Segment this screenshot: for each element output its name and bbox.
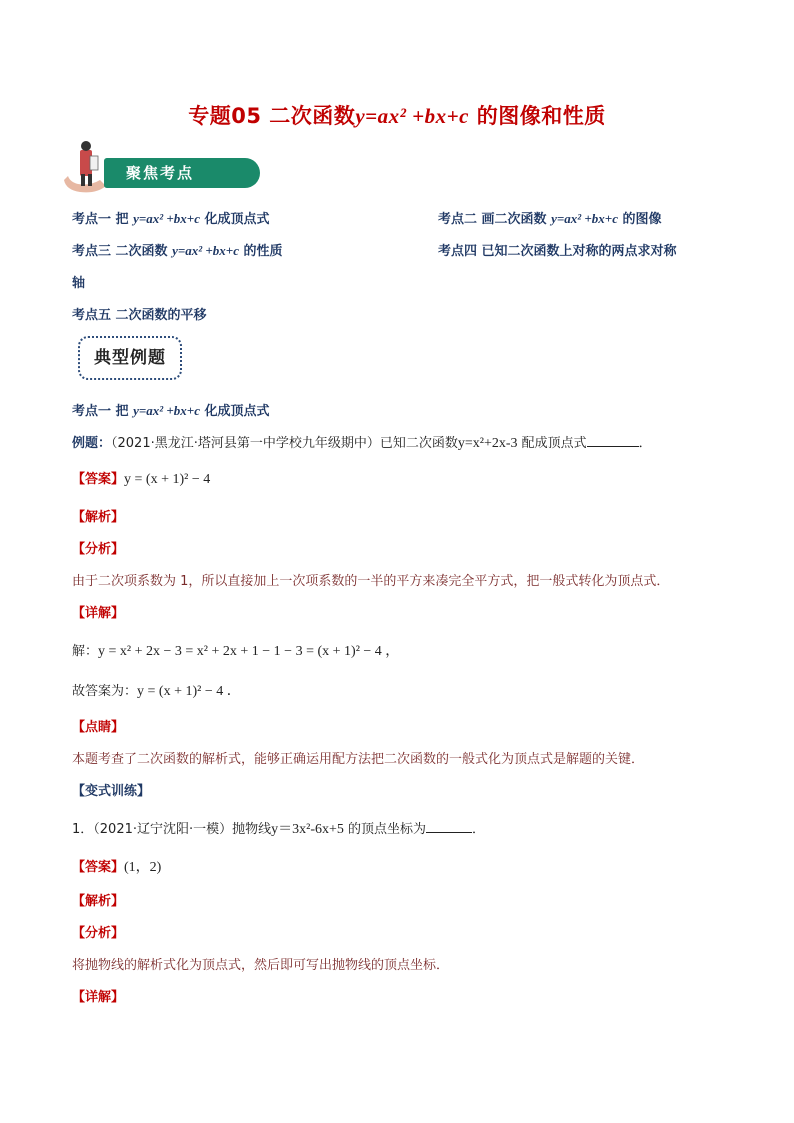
focus-banner-label: 聚焦考点 xyxy=(104,158,260,188)
question-1: 1．（2021·辽宁沈阳·一模）抛物线y＝3x²-6x+5 的顶点坐标为 ． xyxy=(72,822,486,837)
analysis-tag-1: 【解析】 xyxy=(72,510,125,525)
typical-example-box: 典型例题 xyxy=(78,336,182,380)
example-question: 例题：（2021·黑龙江·塔河县第一中学校九年级期中）已知二次函数y=x²+2x-3 配成顶点式 ． xyxy=(72,436,652,451)
kaodian-1: 考点一 把 y=ax² +bx+c 化成顶点式 xyxy=(72,211,270,227)
page-title xyxy=(0,100,794,130)
answer-1: 【答案】y = (x + 1)² − 4 xyxy=(72,472,211,487)
variant-training-heading: 【变式训练】 xyxy=(72,784,151,799)
title-formula: y=ax² +bx+c xyxy=(355,104,469,128)
fenxi-tag-2: 【分析】 xyxy=(72,926,125,941)
solution-line: 解：y = x² + 2x − 3 = x² + 2x + 1 − 1 − 3 = (x + 1)² − 4 ， xyxy=(72,644,400,659)
section-heading-1: 考点一 把 y=ax² +bx+c 化成顶点式 xyxy=(72,403,270,419)
kaodian-4: 考点四 已知二次函数上对称的两点求对称 xyxy=(438,244,677,259)
dianjing-text-1: 本题考查了二次函数的解析式，能够正确运用配方法把二次函数的一般式化为顶点式是解题的关键． xyxy=(72,752,645,767)
kaodian-4-wrap: 轴 xyxy=(72,276,86,291)
answer-2: 【答案】(1，2) xyxy=(72,860,162,875)
fenxi-tag-1: 【分析】 xyxy=(72,542,125,557)
detail-tag-1: 【详解】 xyxy=(72,606,125,621)
title-prefix: 专题05 二次函数 xyxy=(188,104,356,128)
fenxi-text-1: 由于二次项系数为 1，所以直接加上一次项系数的一半的平方来凑完全平方式，把一般式转化为顶点式． xyxy=(72,574,670,589)
focus-banner xyxy=(60,140,210,196)
kaodian-2: 考点二 画二次函数 y=ax² +bx+c 的图像 xyxy=(438,211,662,227)
title-suffix: 的图像和性质 xyxy=(468,104,606,128)
dianjing-tag-1: 【点睛】 xyxy=(72,720,125,735)
kaodian-3: 考点三 二次函数 y=ax² +bx+c 的性质 xyxy=(72,243,283,259)
kaodian-5: 考点五 二次函数的平移 xyxy=(72,308,207,323)
analysis-tag-2: 【解析】 xyxy=(72,894,125,909)
solution-answer: 故答案为：y = (x + 1)² − 4 ． xyxy=(72,684,241,699)
detail-tag-2: 【详解】 xyxy=(72,990,125,1005)
fenxi-text-2: 将抛物线的解析式化为顶点式，然后即可写出抛物线的顶点坐标． xyxy=(72,958,450,973)
